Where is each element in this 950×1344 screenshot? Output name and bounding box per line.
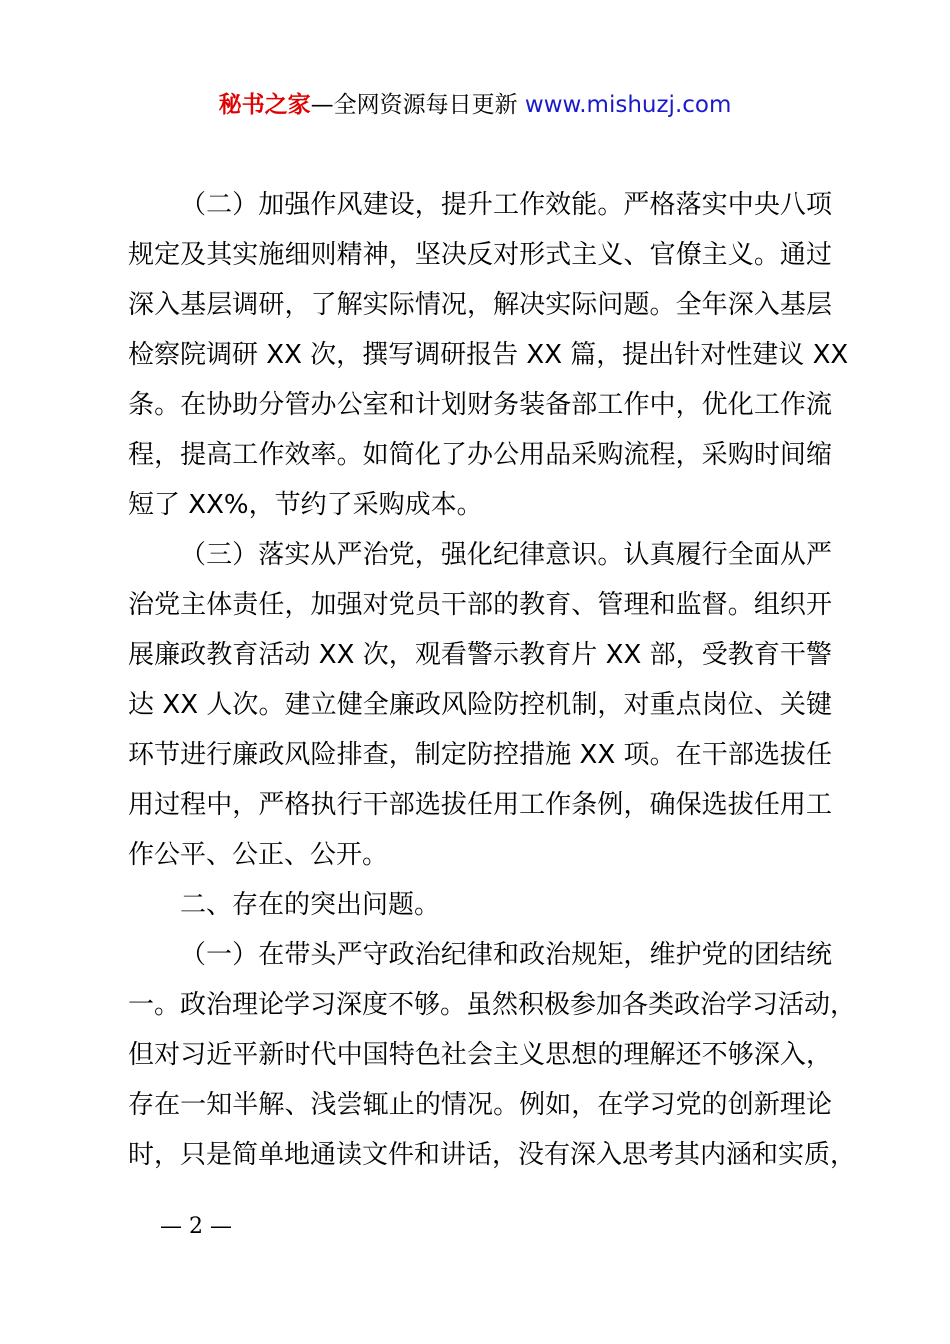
paragraph-line: （一）在带头严守政治纪律和政治规矩，维护党的团结统 [180,940,832,970]
site-header [0,88,950,122]
paragraph-line: 达 XX 人次。建立健全廉政风险防控机制，对重点岗位、关键 [128,690,832,720]
paragraph-line: 用过程中，严格执行干部选拔任用工作条例，确保选拔任用工 [128,790,832,820]
paragraph-line: 程，提高工作效率。如简化了办公用品采购流程，采购时间缩 [128,440,832,470]
paragraph-line: （二）加强作风建设，提升工作效能。严格落实中央八项 [180,190,832,220]
header-url[interactable]: www.mishuzj.com [524,92,732,118]
paragraph-line: 时，只是简单地通读文件和讲话，没有深入思考其内涵和实质， [128,1140,857,1170]
paragraph-line: 检察院调研 XX 次，撰写调研报告 XX 篇，提出针对性建议 XX [128,340,849,370]
header-slogan: —全网资源每日更新 [310,92,518,118]
paragraph-line: 展廉政教育活动 XX 次，观看警示教育片 XX 部，受教育干警 [128,640,832,670]
paragraph-line: 深入基层调研，了解实际情况，解决实际问题。全年深入基层 [128,290,832,320]
paragraph-line: 短了 XX%，节约了采购成本。 [128,490,483,520]
paragraph-line: 存在一知半解、浅尝辄止的情况。例如，在学习党的创新理论 [128,1090,832,1120]
paragraph-line: 作公平、公正、公开。 [128,840,389,870]
paragraph-line: 环节进行廉政风险排查，制定防控措施 XX 项。在干部选拔任 [128,740,832,770]
document-body [128,180,857,1180]
paragraph-line: 但对习近平新时代中国特色社会主义思想的理解还不够深入， [128,1040,832,1070]
section-heading: 二、存在的突出问题。 [180,890,441,920]
brand-name: 秘书之家 [218,92,311,118]
paragraph-line: 条。在协助分管办公室和计划财务装备部工作中，优化工作流 [128,390,832,420]
paragraph-line: 规定及其实施细则精神，坚决反对形式主义、官僚主义。通过 [128,240,832,270]
paragraph-line: 治党主体责任，加强对党员干部的教育、管理和监督。组织开 [128,590,832,620]
page-number: — 2 — [160,1214,232,1239]
paragraph-line: 一。政治理论学习深度不够。虽然积极参加各类政治学习活动， [128,990,857,1020]
paragraph-line: （三）落实从严治党，强化纪律意识。认真履行全面从严 [180,540,832,570]
